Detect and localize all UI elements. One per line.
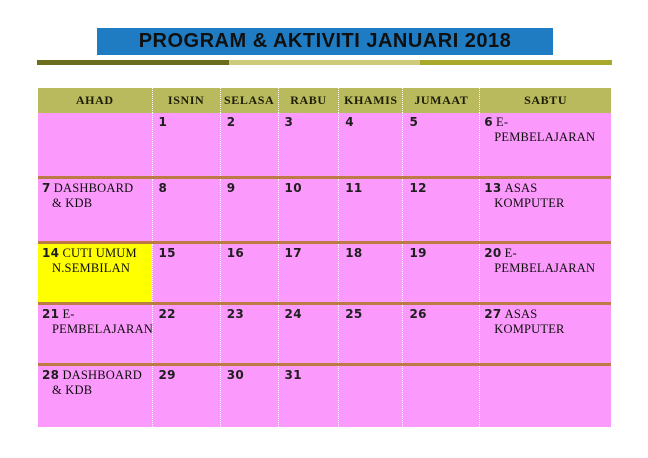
calendar-cell-jan-30 [220, 365, 278, 428]
day-number: 14 [42, 246, 60, 260]
calendar-cell-jan-9 [220, 178, 278, 243]
calendar-cell-jan-5 [403, 113, 480, 178]
day-header-selasa: SELASA [220, 88, 278, 113]
day-number: 1 [158, 115, 168, 129]
day-number: 18 [345, 246, 363, 260]
calendar-cell-jan-7 [38, 178, 152, 243]
calendar-table [38, 88, 611, 427]
calendar-cell-jan-26 [403, 304, 480, 365]
calendar-cell-jan-16 [220, 243, 278, 304]
calendar-cell-jan-14-holiday [38, 243, 152, 304]
event-label: CUTI UMUM N.SEMBILAN [52, 246, 137, 275]
day-header-khamis: KHAMIS [339, 88, 403, 113]
day-number: 24 [284, 307, 302, 321]
day-number: 4 [345, 115, 354, 129]
day-number: 26 [409, 307, 427, 321]
calendar-cell-jan-18 [339, 243, 403, 304]
day-number: 12 [409, 181, 427, 195]
calendar-cell-jan-8 [152, 178, 220, 243]
calendar-cell-jan-21 [38, 304, 152, 365]
day-header-sabtu: SABTU [480, 88, 611, 113]
day-number: 8 [158, 181, 168, 195]
day-number: 20 [484, 246, 502, 260]
event-label: E-PEMBELAJARAN [494, 115, 596, 144]
day-header-row [38, 88, 611, 113]
week-row-5 [38, 365, 611, 428]
event-label: DASHBOARD & KDB [52, 368, 143, 397]
day-number: 19 [409, 246, 427, 260]
calendar-cell-jan-3 [278, 113, 339, 178]
day-number: 10 [284, 181, 302, 195]
calendar-cell-jan-24 [278, 304, 339, 365]
day-number: 13 [484, 181, 502, 195]
day-number: 11 [345, 181, 363, 195]
calendar-cell-empty [339, 365, 403, 428]
day-header-isnin: ISNIN [152, 88, 220, 113]
calendar-cell-jan-10 [278, 178, 339, 243]
calendar-cell-jan-13 [480, 178, 611, 243]
day-number: 28 [42, 368, 60, 382]
calendar-cell-empty [403, 365, 480, 428]
day-number: 31 [284, 368, 302, 382]
calendar-cell-jan-29 [152, 365, 220, 428]
divider-segment-dark [37, 60, 229, 65]
calendar-cell-jan-31 [278, 365, 339, 428]
day-number: 7 [42, 181, 51, 195]
day-number: 27 [484, 307, 502, 321]
day-number: 29 [158, 368, 176, 382]
day-number: 2 [226, 115, 236, 129]
day-number: 9 [226, 181, 236, 195]
slide-title: PROGRAM & AKTIVITI JANUARI 2018 [97, 28, 553, 55]
day-number: 25 [345, 307, 363, 321]
calendar-cell-jan-15 [152, 243, 220, 304]
day-number: 22 [158, 307, 176, 321]
calendar-cell-jan-20 [480, 243, 611, 304]
event-label: ASAS KOMPUTER [494, 307, 565, 336]
calendar-cell-jan-4 [339, 113, 403, 178]
divider-segment-mid [420, 60, 612, 65]
day-number: 17 [284, 246, 302, 260]
week-row-4 [38, 304, 611, 365]
day-header-ahad: AHAD [38, 88, 152, 113]
calendar-cell-jan-23 [220, 304, 278, 365]
calendar-cell-jan-6 [480, 113, 611, 178]
event-label: DASHBOARD & KDB [52, 181, 134, 210]
calendar-cell-jan-28 [38, 365, 152, 428]
day-header-rabu: RABU [278, 88, 339, 113]
week-row-1 [38, 113, 611, 178]
calendar-cell-jan-2 [220, 113, 278, 178]
event-label: ASAS KOMPUTER [494, 181, 565, 210]
day-number: 6 [484, 115, 493, 129]
day-header-jumaat: JUMAAT [403, 88, 480, 113]
calendar-cell-jan-17 [278, 243, 339, 304]
day-number: 23 [226, 307, 244, 321]
event-label: E-PEMBELAJARAN [52, 307, 154, 336]
calendar-cell-jan-1 [152, 113, 220, 178]
calendar-cell-jan-25 [339, 304, 403, 365]
day-number: 21 [42, 307, 60, 321]
day-number: 16 [226, 246, 244, 260]
calendar-cell-empty [38, 113, 152, 178]
day-number: 15 [158, 246, 176, 260]
calendar-cell-empty [480, 365, 611, 428]
title-divider [37, 60, 612, 65]
week-row-2 [38, 178, 611, 243]
day-number: 5 [409, 115, 419, 129]
calendar-cell-jan-12 [403, 178, 480, 243]
calendar-cell-jan-11 [339, 178, 403, 243]
week-row-3 [38, 243, 611, 304]
day-number: 30 [226, 368, 244, 382]
calendar-cell-jan-27 [480, 304, 611, 365]
calendar-cell-jan-22 [152, 304, 220, 365]
day-number: 3 [284, 115, 294, 129]
event-label: E-PEMBELAJARAN [494, 246, 596, 275]
divider-segment-light [229, 60, 421, 65]
calendar-cell-jan-19 [403, 243, 480, 304]
